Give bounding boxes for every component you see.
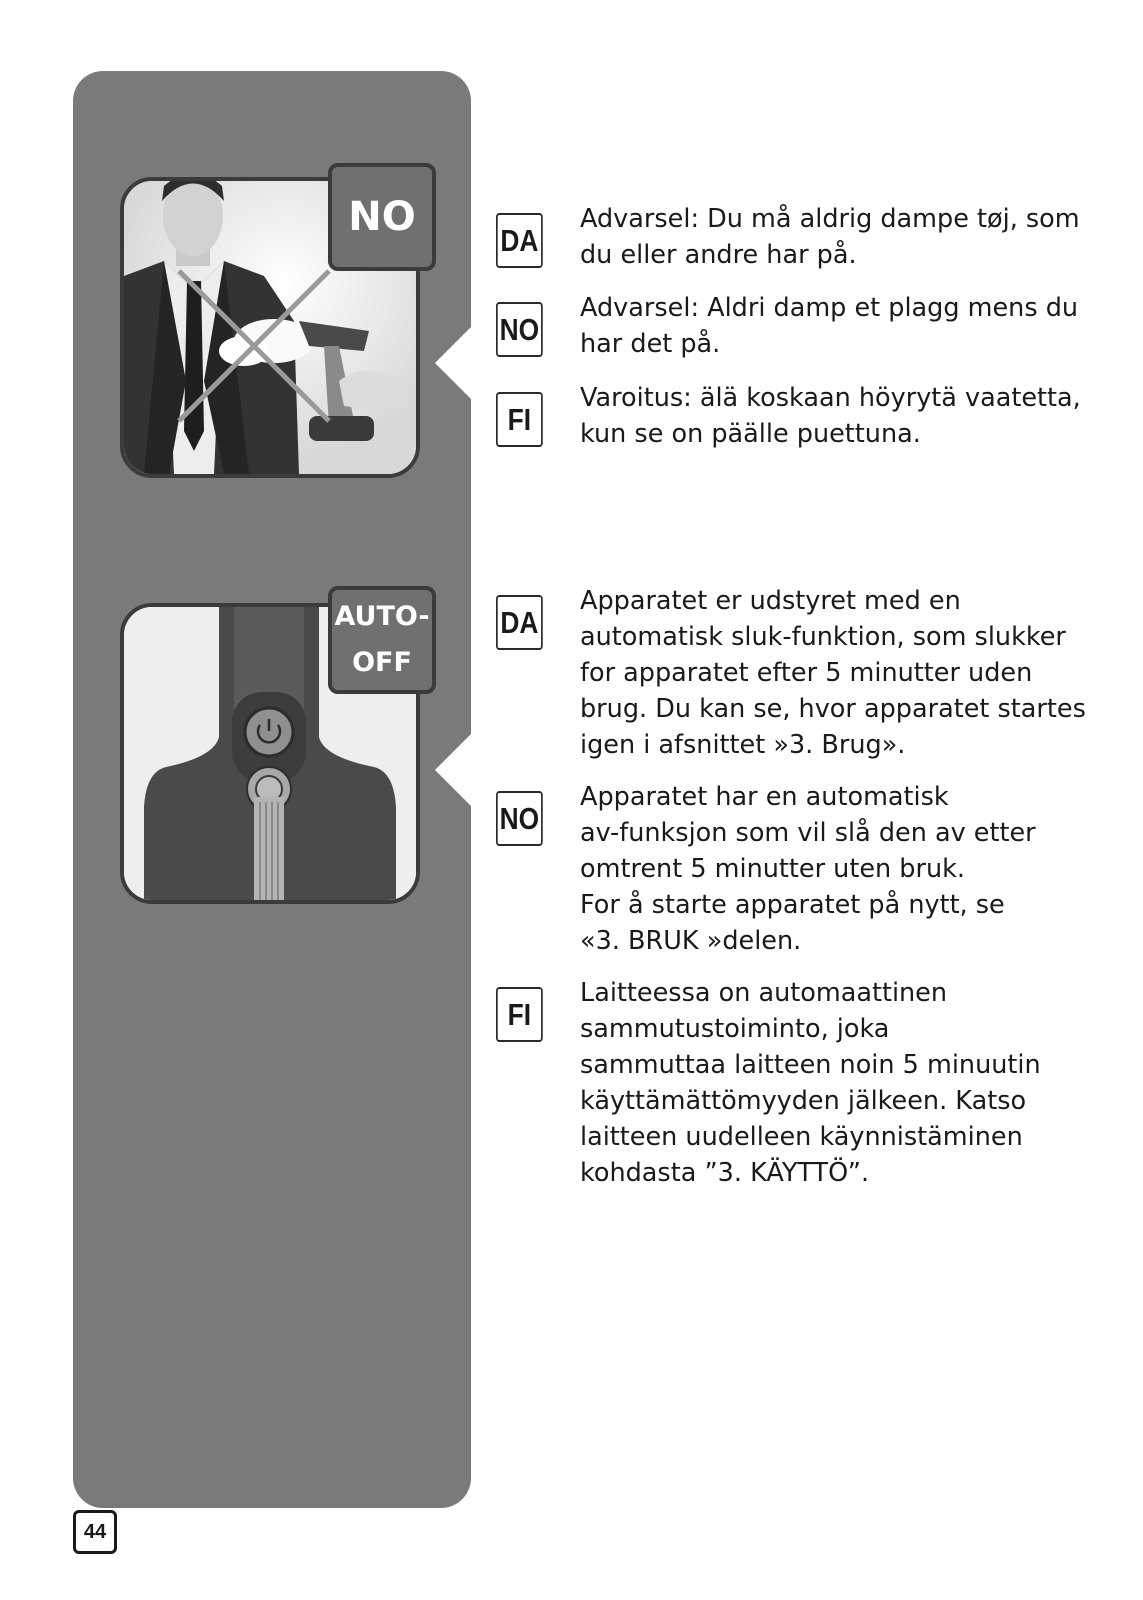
page-number: 44: [73, 1510, 117, 1554]
badge-label: AUTO-: [334, 601, 430, 632]
lang-code: FI: [496, 987, 543, 1042]
lang-code: DA: [496, 595, 543, 650]
entry-text: Advarsel: Du må aldrig dampe tøj, som du eller andre har på.: [580, 204, 1080, 270]
lang-code: FI: [496, 392, 543, 447]
panel-notch: [435, 734, 471, 806]
badge-label: OFF: [352, 647, 412, 678]
badge-label: NO: [348, 194, 416, 240]
entry-text: Laitteessa on automaattinen sammutustoiminto, joka sammuttaa laitteen noin 5 minuutin käyttämättömyyden jälkeen. Katso laitteen uudelleen käynnistäminen kohdasta ”3. KÄYTTÖ”.: [580, 978, 1041, 1188]
lang-code: NO: [496, 791, 543, 846]
entry-text: Apparatet er udstyret med en automatisk sluk-funktion, som slukker for apparatet efter 5 minutter uden brug. Du kan se, hvor apparatet startes igen i afsnittet »3. Brug».: [580, 586, 1086, 760]
auto-off-badge: [328, 586, 436, 694]
entry-text: Advarsel: Aldri damp et plagg mens du har det på.: [580, 293, 1079, 359]
lang-code: NO: [496, 302, 543, 357]
no-badge: [328, 163, 436, 271]
panel-notch: [435, 327, 471, 399]
entry-text: Apparatet har en automatisk av-funksjon som vil slå den av etter omtrent 5 minutter uten bruk. For å starte apparatet på nytt, se «3. BRUK »delen.: [580, 782, 1036, 956]
lang-code: DA: [496, 213, 543, 268]
entry-text: Varoitus: älä koskaan höyrytä vaatetta, kun se on päälle puettuna.: [580, 383, 1081, 449]
